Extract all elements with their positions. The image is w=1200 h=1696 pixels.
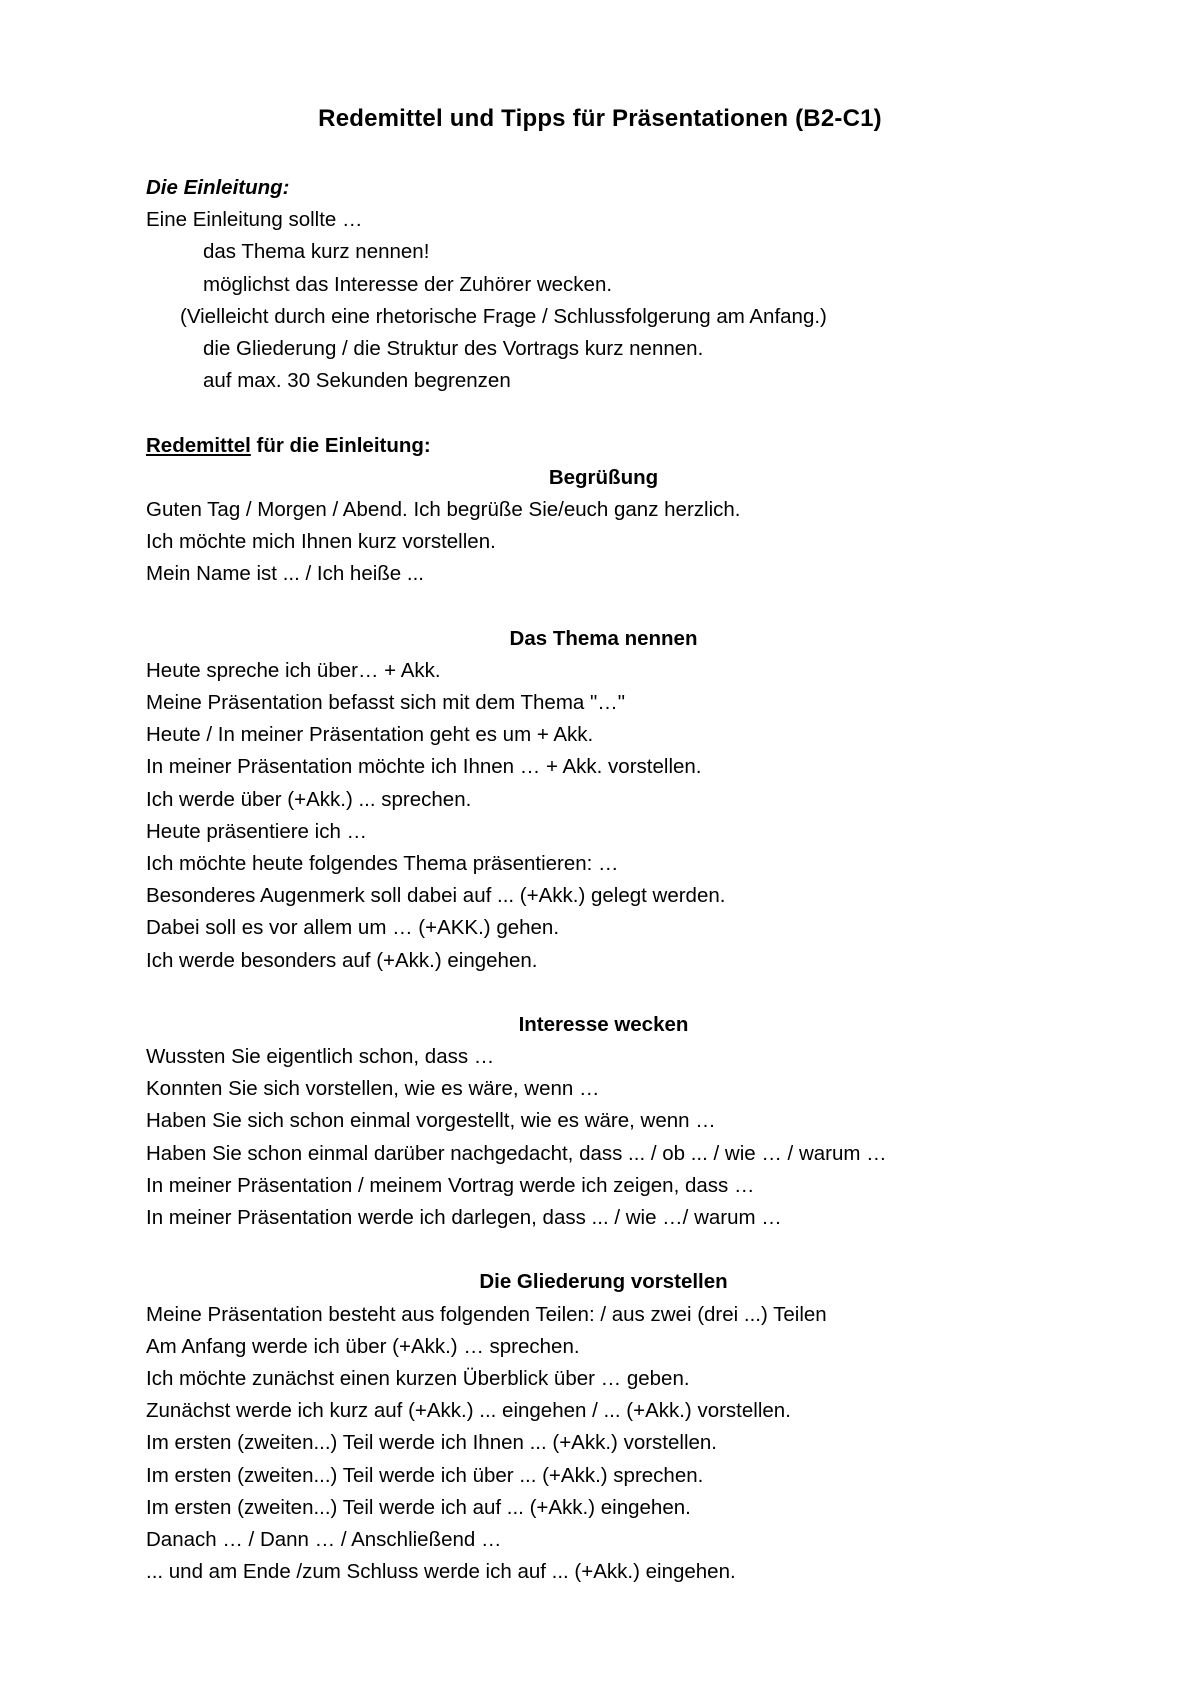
redemittel-heading-rest: für die Einleitung: (250, 433, 431, 457)
section-heading-begruessung: Begrüßung (548, 465, 659, 489)
einleitung-heading: Die Einleitung: (146, 176, 290, 199)
redemittel-heading (146, 430, 1106, 462)
list-item: Haben Sie schon einmal darüber nachgedacht, dass ... / ob ... / wie … / warum … (146, 1141, 887, 1165)
section-heading-interesse: Interesse wecken (518, 1012, 689, 1036)
section-heading-thema: Das Thema nennen (509, 626, 698, 650)
list-item: Haben Sie sich schon einmal vorgestellt, wie es wäre, wenn … (146, 1109, 716, 1133)
page-title: Redemittel und Tipps für Präsentationen (B2-C1) (318, 105, 882, 132)
spacer (146, 590, 1106, 622)
list-item: Ich werde besonders auf (+Akk.) eingehen. (146, 948, 538, 972)
list-item: Danach … / Dann … / Anschließend … (146, 1527, 502, 1551)
list-item: Heute / In meiner Präsentation geht es um + Akk. (146, 723, 594, 747)
spacer (146, 397, 1106, 429)
list-item: Ich möchte heute folgendes Thema präsentieren: … (146, 851, 619, 875)
section-heading-gliederung: Die Gliederung vorstellen (479, 1270, 728, 1294)
list-item: In meiner Präsentation / meinem Vortrag werde ich zeigen, dass … (146, 1173, 755, 1197)
list-item: Wussten Sie eigentlich schon, dass … (146, 1045, 495, 1069)
list-item: Im ersten (zweiten...) Teil werde ich über ... (+Akk.) sprechen. (146, 1463, 704, 1487)
list-item: In meiner Präsentation werde ich darlegen, dass ... / wie …/ warum … (146, 1206, 782, 1229)
list-item: Meine Präsentation besteht aus folgenden Teilen: / aus zwei (drei ...) Teilen (146, 1302, 827, 1326)
spacer (146, 1234, 1106, 1266)
list-item: Im ersten (zweiten...) Teil werde ich auf ... (+Akk.) eingehen. (146, 1495, 691, 1519)
list-item: Konnten Sie sich vorstellen, wie es wäre, wenn … (146, 1077, 600, 1101)
einleitung-point: (Vielleicht durch eine rhetorische Frage / Schlussfolgerung am Anfang.) (180, 304, 827, 328)
document-body (146, 172, 1106, 1588)
list-item: In meiner Präsentation möchte ich Ihnen … + Akk. vorstellen. (146, 755, 702, 779)
redemittel-heading-underlined: Redemittel (146, 433, 251, 457)
einleitung-point: auf max. 30 Sekunden begrenzen (203, 369, 511, 393)
list-item: Ich werde über (+Akk.) ... sprechen. (146, 787, 472, 811)
list-item: Mein Name ist ... / Ich heiße ... (146, 562, 424, 586)
list-item: ... und am Ende /zum Schluss werde ich auf ... (+Akk.) eingehen. (146, 1560, 736, 1584)
list-item: Dabei soll es vor allem um … (+AKK.) gehen. (146, 916, 560, 940)
list-item: Besonderes Augenmerk soll dabei auf ... (+Akk.) gelegt werden. (146, 884, 726, 908)
list-item: Heute präsentiere ich … (146, 819, 368, 843)
list-item: Guten Tag / Morgen / Abend. Ich begrüße Sie/euch ganz herzlich. (146, 497, 741, 521)
list-item: Ich möchte zunächst einen kurzen Überblick über … geben. (146, 1366, 690, 1390)
list-item: Meine Präsentation befasst sich mit dem Thema "…" (146, 691, 626, 714)
list-item: Am Anfang werde ich über (+Akk.) … sprechen. (146, 1334, 580, 1358)
list-item: Zunächst werde ich kurz auf (+Akk.) ... eingehen / ... (+Akk.) vorstellen. (146, 1399, 791, 1423)
list-item: Ich möchte mich Ihnen kurz vorstellen. (146, 530, 496, 554)
einleitung-point: die Gliederung / die Struktur des Vortrags kurz nennen. (203, 336, 704, 360)
list-item: Heute spreche ich über… + Akk. (146, 658, 441, 682)
list-item: Im ersten (zweiten...) Teil werde ich Ihnen ... (+Akk.) vorstellen. (146, 1431, 717, 1455)
einleitung-point: möglichst das Interesse der Zuhörer wecken. (203, 272, 613, 296)
einleitung-point: das Thema kurz nennen! (203, 240, 430, 264)
einleitung-intro: Eine Einleitung sollte … (146, 208, 363, 232)
spacer (146, 977, 1106, 1009)
